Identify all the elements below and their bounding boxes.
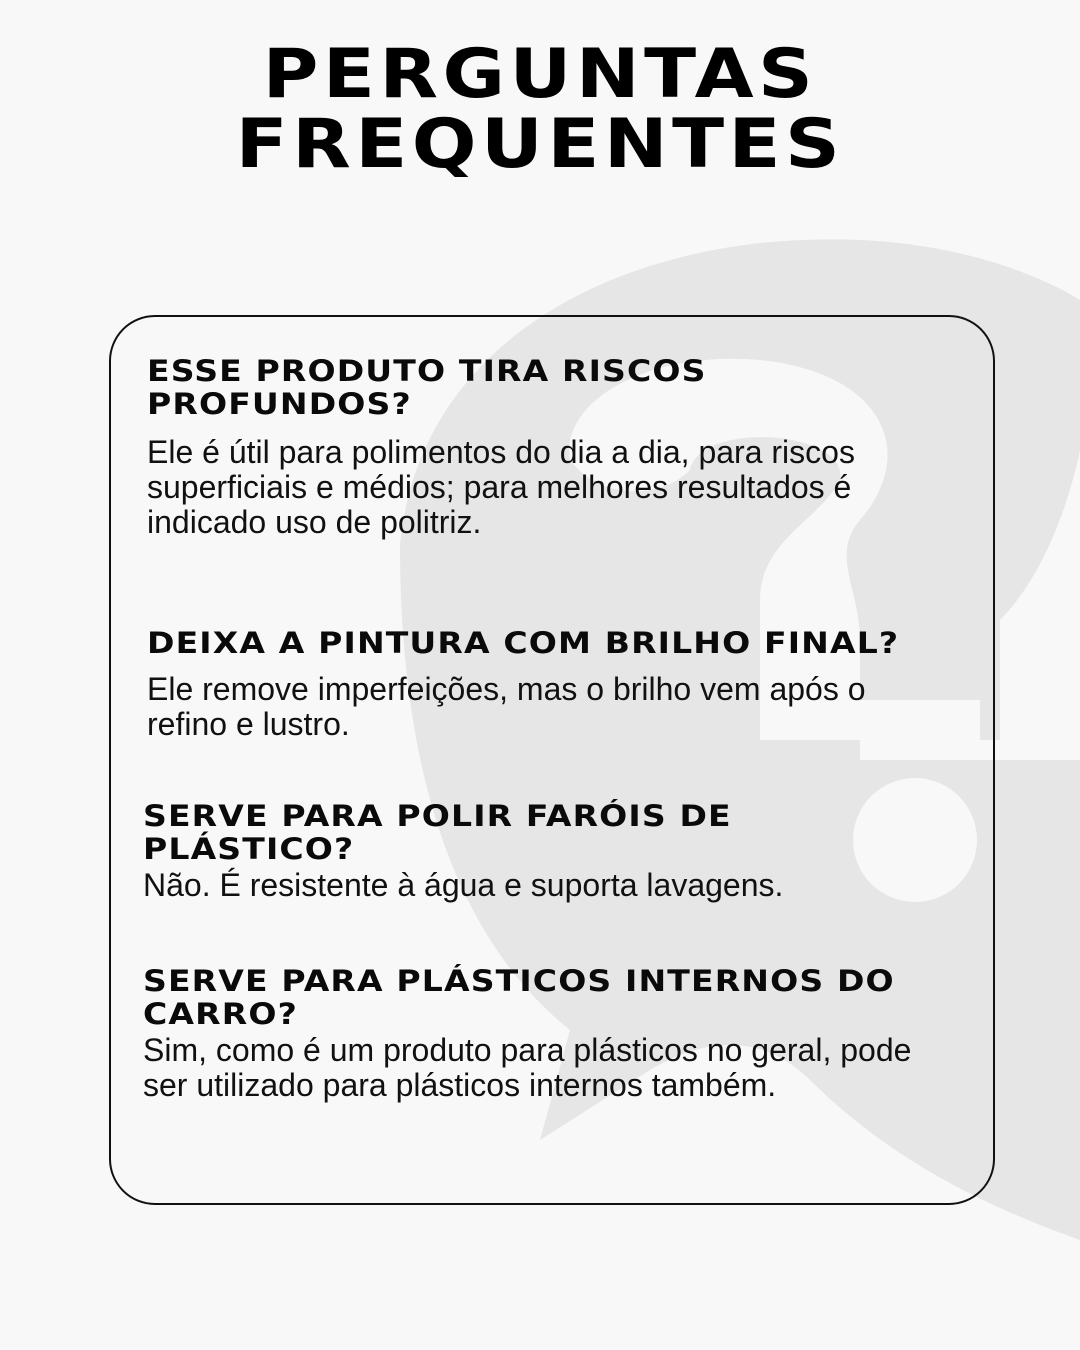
faq-answer: Não. É resistente à água e suporta lavagens. xyxy=(143,867,784,903)
faq-question: DEIXA A PINTURA COM BRILHO FINAL? xyxy=(147,626,900,660)
faq-item xyxy=(143,965,943,1103)
page-title-line-2: FREQUENTES xyxy=(235,105,845,184)
page-title xyxy=(0,35,1080,184)
faq-item xyxy=(147,355,947,540)
faq-item xyxy=(143,800,943,903)
faq-question: SERVE PARA POLIR FARÓIS DE PLÁSTICO? xyxy=(143,799,732,866)
faq-card xyxy=(109,315,995,1205)
faq-question: SERVE PARA PLÁSTICOS INTERNOS DO CARRO? xyxy=(143,964,895,1031)
faq-answer: Ele remove imperfeições, mas o brilho vem após o refino e lustro. xyxy=(147,671,866,742)
faq-question: ESSE PRODUTO TIRA RISCOS PROFUNDOS? xyxy=(147,354,707,421)
faq-item xyxy=(147,627,947,742)
faq-answer: Sim, como é um produto para plásticos no geral, pode ser utilizado para plásticos internos também. xyxy=(143,1032,912,1103)
page-title-line-1: PERGUNTAS xyxy=(262,35,818,114)
faq-answer: Ele é útil para polimentos do dia a dia, para riscos superficiais e médios; para melhores resultados é indicado uso de politriz. xyxy=(147,434,855,540)
